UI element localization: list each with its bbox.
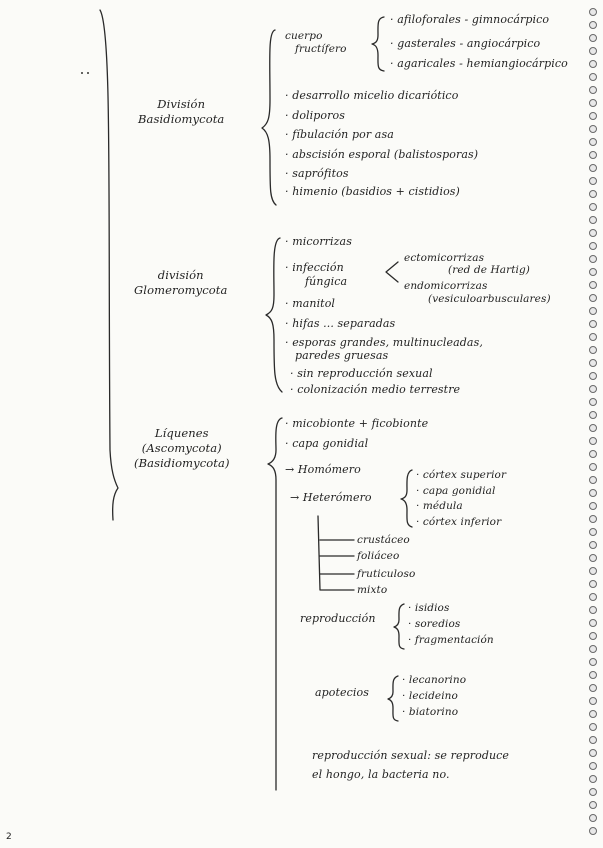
liquenes-heteromero: → Heterómero	[290, 491, 372, 504]
glomero-item-2: · hifas ... separadas	[285, 317, 396, 330]
liquenes-apotecios: apotecios	[315, 686, 369, 699]
binding-hole	[589, 164, 597, 172]
binding-hole	[589, 606, 597, 614]
binding-hole	[589, 112, 597, 120]
binding-hole	[589, 86, 597, 94]
talo-tree	[318, 516, 354, 590]
binding-hole	[589, 99, 597, 107]
binding-hole	[589, 424, 597, 432]
basidio-item-6: · himenio (basidios + cistidios)	[285, 185, 460, 198]
glomero-endo-1: endomicorrizas	[404, 280, 488, 292]
binding-hole	[589, 411, 597, 419]
binding-hole	[589, 138, 597, 146]
binding-hole	[589, 528, 597, 536]
binding-hole	[589, 567, 597, 575]
binding-hole	[589, 151, 597, 159]
glomero-infeccion-1: · infección	[285, 261, 344, 274]
binding-hole	[589, 502, 597, 510]
binding-hole	[589, 203, 597, 211]
binding-hole	[589, 463, 597, 471]
glomero-item-1: · manitol	[285, 297, 336, 310]
binding-hole	[589, 476, 597, 484]
repro-item-2: · soredios	[408, 618, 461, 630]
binding-hole	[589, 593, 597, 601]
binding-hole	[589, 60, 597, 68]
main-bracket	[100, 10, 118, 520]
liquenes-title-line-3: (Basidiomycota)	[134, 456, 230, 470]
binding-hole	[589, 515, 597, 523]
glomero-endo-2: (vesiculoarbusculares)	[428, 293, 551, 305]
cuerpo-label-2: fructífero	[295, 43, 347, 55]
cuerpo-bracket	[372, 17, 384, 71]
glomero-item-6: · colonización medio terrestre	[290, 383, 461, 396]
cuerpo-item-3: · agaricales - hemiangiocárpico	[390, 57, 568, 70]
basidio-item-4: · abscisión esporal (balistosporas)	[285, 148, 479, 161]
binding-hole	[589, 307, 597, 315]
cuerpo-label-1: cuerpo	[285, 30, 323, 42]
cuerpo-item-1: · afiloforales - gimnocárpico	[390, 13, 550, 26]
talo-type-1: crustáceo	[357, 534, 410, 546]
binding-hole	[589, 827, 597, 835]
liquenes-note-1: reproducción sexual: se reproduce	[312, 749, 510, 762]
talo-type-4: mixto	[357, 584, 388, 596]
binding-hole	[589, 255, 597, 263]
talo-type-2: foliáceo	[357, 550, 400, 562]
binding-hole	[589, 125, 597, 133]
liquenes-title-line-1: Líquenes	[154, 426, 209, 440]
binding-hole	[589, 47, 597, 55]
apotecio-item-3: · biatorino	[402, 706, 459, 718]
binding-hole	[589, 359, 597, 367]
liquenes-bracket	[268, 418, 282, 790]
glomero-item-4: paredes gruesas	[295, 349, 389, 362]
basidio-heading	[138, 97, 224, 127]
binding-hole	[589, 216, 597, 224]
hetero-item-3: · médula	[416, 500, 463, 512]
glomero-infeccion-2: fúngica	[305, 275, 348, 288]
binding-hole	[589, 723, 597, 731]
binding-hole	[589, 320, 597, 328]
binding-hole	[589, 619, 597, 627]
binding-hole	[589, 684, 597, 692]
liquenes-item-1: · micobionte + ficobionte	[285, 417, 429, 430]
binding-hole	[589, 489, 597, 497]
binding-hole	[589, 775, 597, 783]
binding-hole	[589, 73, 597, 81]
binding-hole	[589, 801, 597, 809]
glomero-micorrizas: · micorrizas	[285, 235, 352, 248]
binding-hole	[589, 190, 597, 198]
glomero-heading	[134, 268, 227, 298]
binding-hole	[589, 21, 597, 29]
basidio-item-3: · fíbulación por asa	[285, 128, 394, 141]
binding-hole	[589, 671, 597, 679]
heteromero-bracket	[401, 470, 412, 527]
liquenes-title-line-2: (Ascomycota)	[141, 441, 222, 455]
binding-hole	[589, 34, 597, 42]
binding-hole	[589, 281, 597, 289]
binding-hole	[589, 294, 597, 302]
liquenes-reproduccion: reproducción	[300, 612, 376, 625]
binding-hole	[589, 398, 597, 406]
basidio-title-line-1: División	[157, 97, 206, 111]
binding-hole	[589, 242, 597, 250]
apotecio-bracket	[388, 676, 398, 721]
binding-hole	[589, 788, 597, 796]
apotecio-item-1: · lecanorino	[402, 674, 467, 686]
glomero-item-5: · sin reproducción sexual	[290, 367, 433, 380]
basidio-item-5: · saprófitos	[285, 167, 349, 180]
basidio-title-line-2: Basidiomycota	[138, 112, 225, 126]
binding-hole	[589, 580, 597, 588]
binding-hole	[589, 385, 597, 393]
apotecio-item-2: · lecideino	[402, 690, 458, 702]
binding-hole	[589, 8, 597, 16]
binding-hole	[589, 346, 597, 354]
binding-hole	[589, 749, 597, 757]
binding-hole	[589, 697, 597, 705]
repro-item-3: · fragmentación	[408, 634, 494, 646]
binding-hole	[589, 645, 597, 653]
binding-hole	[589, 437, 597, 445]
page-number: 2	[6, 832, 12, 842]
glomero-title-line-2: Glomeromycota	[134, 283, 228, 297]
liquenes-homomero: → Homómero	[285, 463, 361, 476]
binding-hole	[589, 658, 597, 666]
binding-hole	[589, 541, 597, 549]
binding-hole	[589, 710, 597, 718]
binding-hole	[589, 268, 597, 276]
glomero-ecto-2: (red de Hartig)	[448, 264, 530, 276]
repro-item-1: · isidios	[408, 602, 450, 614]
binding-hole	[589, 554, 597, 562]
glomero-ecto-1: ectomicorrizas	[404, 252, 485, 264]
repro-bracket	[394, 604, 404, 649]
binding-hole	[589, 736, 597, 744]
hetero-item-1: · córtex superior	[416, 469, 507, 481]
binding-hole	[589, 762, 597, 770]
cuerpo-item-2: · gasterales - angiocárpico	[390, 37, 541, 50]
binding-hole	[589, 632, 597, 640]
basidio-bracket	[262, 30, 276, 205]
binding-hole	[589, 229, 597, 237]
liquenes-item-2: · capa gonidial	[285, 437, 369, 450]
basidio-item-2: · doliporos	[285, 109, 345, 122]
binding-hole	[589, 177, 597, 185]
binding-hole	[589, 333, 597, 341]
glomero-bracket	[266, 238, 282, 392]
talo-type-3: fruticuloso	[357, 568, 416, 580]
binding-hole	[589, 814, 597, 822]
liquenes-heading	[134, 426, 230, 471]
liquenes-note-2: el hongo, la bacteria no.	[312, 768, 450, 781]
hetero-item-2: · capa gonidial	[416, 485, 496, 497]
binding-hole	[589, 450, 597, 458]
hetero-item-4: · córtex inferior	[416, 516, 502, 528]
binding-hole	[589, 372, 597, 380]
glomero-item-3: · esporas grandes, multinucleadas,	[285, 336, 483, 349]
glomero-title-line-1: división	[157, 268, 204, 282]
basidio-item-1: · desarrollo micelio dicariótico	[285, 89, 459, 102]
infeccion-chevron	[386, 262, 398, 282]
spiral-binding-holes	[581, 0, 603, 848]
